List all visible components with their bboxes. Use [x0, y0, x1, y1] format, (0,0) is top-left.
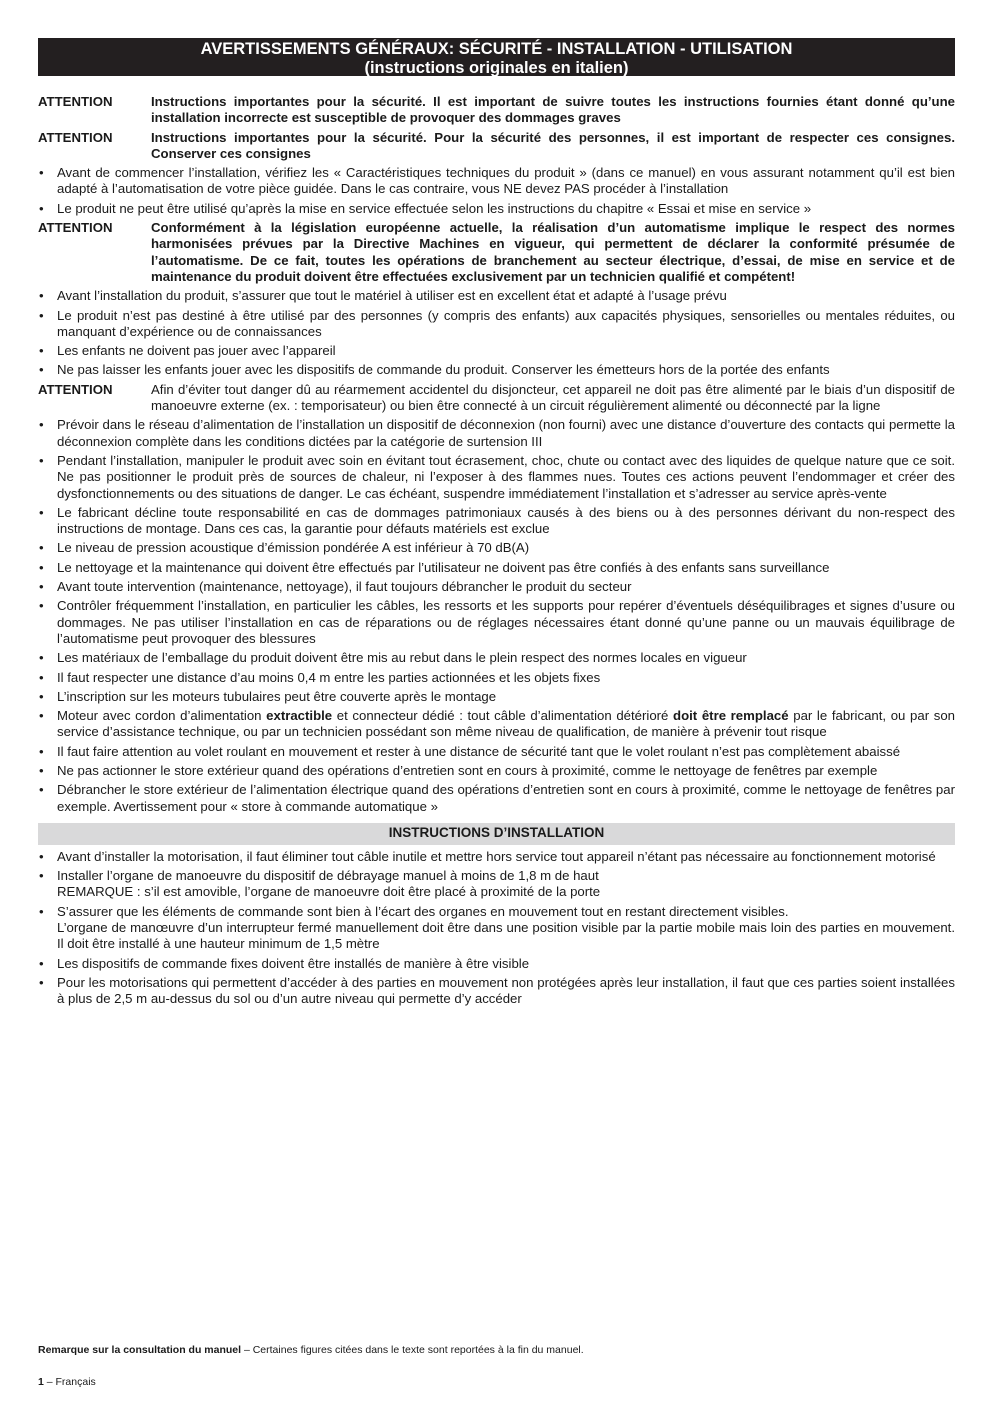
- list-item: [38, 308, 955, 341]
- attention-row: [38, 382, 955, 415]
- list-item-text: [57, 868, 955, 901]
- attention-label: ATTENTION: [38, 381, 113, 397]
- attention-text: Conformément à la législation européenne actuelle, la réalisation d’un automatisme implique le respect des normes harmonisées prévues par la Directive Machines en vigueur, qui permettent de déclarer la conformité présumée de l’automatisme. De ce fait, toutes les opérations de branchement au secteur électrique, d’essai, de mise en service et de maintenance du produit doivent être effectuées exclusivement par un technicien qualifié et compétent!: [151, 220, 955, 284]
- bullet-icon: •: [39, 669, 44, 685]
- attention-text: Afin d’éviter tout danger dû au réarmement accidentel du disjoncteur, cet appareil ne doit pas être alimenté par le biais d’un dispositif de manoeuvre externe (ex. : temporisateur) ou bien être connecté à un circuit régulièrement alimenté ou déconnecté par la ligne: [151, 381, 955, 414]
- footer-note-label: Remarque sur la consultation du manuel: [38, 1344, 242, 1356]
- install-section-title: INSTRUCTIONS D’INSTALLATION: [38, 823, 955, 845]
- list-item: [38, 362, 955, 378]
- list-item-text: Ne pas actionner le store extérieur quand des opérations d’entretien sont en cours à proximité, comme le nettoyage de fenêtres par exemple: [57, 762, 878, 778]
- attention-label: ATTENTION: [38, 94, 113, 109]
- list-item-line: Installer l’organe de manoeuvre du dispositif de débrayage manuel à moins de 1,8 m de haut: [57, 868, 599, 884]
- bullet-icon: •: [39, 417, 44, 433]
- list-item-text: Pendant l’installation, manipuler le produit avec soin en évitant tout écrasement, choc, chute ou contact avec des liquides de quelque nature que ce soit. Ne pas positionner le produit près de sources de chaleur, ni l’exposer à des flammes nues. Toutes ces actions peuvent l’endommager et créer des dysfonctionnements ou des situations de danger. Le cas échéant, suspendre immédiatement l’installation et s’adresser au service après-vente: [57, 452, 955, 501]
- footer-note: [38, 1343, 584, 1357]
- attention-label: ATTENTION: [38, 129, 113, 145]
- list-item: [38, 763, 955, 779]
- header-bar: [38, 38, 955, 76]
- list-item-text: Contrôler fréquemment l’installation, en particulier les câbles, les ressorts et les supports pour repérer d’éventuels déséquilibrages et signes d’usure ou dommages. Ne pas utiliser l’installation en cas de réparations ou de réglages nécessaires étant donné qu’une panne ou un mauvais équilibrage de l’automatisme peut provoquer des blessures: [57, 598, 955, 646]
- bullet-icon: •: [39, 762, 44, 778]
- bullet-icon: •: [39, 868, 44, 884]
- list-item: [38, 540, 955, 556]
- text-run: et connecteur dédié : tout câble d’alimentation détérioré: [332, 708, 674, 724]
- attention-text: Instructions importantes pour la sécurité. Pour la sécurité des personnes, il est important de respecter ces consignes. Conserver ces consignes: [151, 129, 955, 161]
- bullet-icon: •: [39, 362, 44, 378]
- footer-note-text: – Certaines figures citées dans le texte sont reportées à la fin du manuel.: [241, 1344, 584, 1356]
- list-item: [38, 849, 955, 865]
- bullet-icon: •: [39, 650, 44, 666]
- list-item: [38, 288, 955, 304]
- page-number: [38, 1375, 96, 1389]
- list-item: [38, 650, 955, 666]
- attention-row: [38, 94, 955, 127]
- list-item-text: Avant d’installer la motorisation, il faut éliminer tout câble inutile et mettre hors service tout appareil n’étant pas nécessaire au fonctionnement motorisé: [57, 848, 936, 864]
- list-item-text: Il faut faire attention au volet roulant en mouvement et rester à une distance de sécurité tant que le volet roulant n’est pas complètement abaissé: [57, 743, 901, 759]
- list-item: [38, 417, 955, 450]
- list-item-line: L’organe de manœuvre d’un interrupteur fermé manuellement doit être dans une position visible par la partie mobile mais loin des parties en mouvement. Il doit être installé à une hauteur minimum de 1,5 mètre: [57, 920, 955, 952]
- list-item: [38, 868, 955, 901]
- list-item: [38, 670, 955, 686]
- list-item-text: [57, 708, 955, 741]
- list-item: [38, 201, 955, 217]
- list-item-text: Débrancher le store extérieur de l’alimentation électrique quand des opérations d’entretien sont en cours à proximité, comme le nettoyage de fenêtres par exemple. Avertissement pour « store à commande automatique »: [57, 782, 955, 814]
- bullet-icon: •: [39, 743, 44, 759]
- page-subtitle: (instructions originales en italien): [364, 59, 629, 77]
- list-item-line: S’assurer que les éléments de commande sont bien à l’écart des organes en mouvement tout en restant directement visibles.: [57, 903, 789, 919]
- list-item-text: Le produit ne peut être utilisé qu’après la mise en service effectuée selon les instructions du chapitre « Essai et mise en service »: [57, 200, 812, 216]
- list-item-text: Le niveau de pression acoustique d’émission pondérée A est inférieur à 70 dB(A): [57, 540, 530, 556]
- list-item: [38, 708, 955, 741]
- page-number-value: 1: [38, 1376, 44, 1388]
- list-item: [38, 343, 955, 359]
- list-item-text: Avant toute intervention (maintenance, nettoyage), il faut toujours débrancher le produit du secteur: [57, 579, 632, 595]
- page-title: AVERTISSEMENTS GÉNÉRAUX: SÉCURITÉ - INSTALLATION - UTILISATION: [200, 40, 793, 58]
- list-item-text: Le fabricant décline toute responsabilité en cas de dommages patrimoniaux causés à des biens ou à des personnes dérivant du non-respect des instructions de montage. Dans ces cas, la garantie pour défauts matériels est exclue: [57, 504, 955, 537]
- bullet-icon: •: [39, 688, 44, 704]
- list-item: [38, 579, 955, 595]
- safety-section: [38, 94, 955, 1008]
- list-item-text: [57, 904, 955, 953]
- bullet-icon: •: [39, 955, 44, 971]
- bullet-icon: •: [39, 343, 44, 359]
- list-item: [38, 744, 955, 760]
- list-item-text: Le nettoyage et la maintenance qui doivent être effectués par l’utilisateur ne doivent pas être confiés à des enfants sans surveillance: [57, 559, 830, 575]
- list-item-text: Avant de commencer l’installation, vérifiez les « Caractéristiques techniques du produit » (dans ce manuel) en vous assurant notamment qu’il est bien adapté à l’automatisation de votre pièce guidée. Dans le cas contraire, vous NE devez PAS procéder à l’installation: [57, 165, 955, 197]
- list-item-text: Avant l’installation du produit, s’assurer que tout le matériel à utiliser est en excellent état et adapté à l’usage prévu: [57, 288, 727, 304]
- bullet-icon: •: [39, 452, 44, 468]
- list-item-text: Il faut respecter une distance d’au moins 0,4 m entre les parties actionnées et les objets fixes: [57, 669, 601, 685]
- bullet-icon: •: [39, 200, 44, 216]
- bullet-icon: •: [39, 165, 44, 181]
- bullet-icon: •: [39, 848, 44, 864]
- list-item-text: Pour les motorisations qui permettent d’accéder à des parties en mouvement non protégées après leur installation, il faut que ces parties soient installées à plus de 2,5 m au-dessus du sol ou d’un autre niveau qui permette d’y accéder: [57, 974, 955, 1007]
- bullet-icon: •: [39, 782, 44, 798]
- attention-row: [38, 220, 955, 285]
- list-item: [38, 956, 955, 972]
- text-run: Moteur avec cordon d’alimentation: [57, 708, 267, 724]
- bullet-icon: •: [39, 559, 44, 575]
- list-item: [38, 165, 955, 198]
- list-item-text: Prévoir dans le réseau d’alimentation de l’installation un dispositif de déconnexion (non fourni) avec une distance d’ouverture des contacts qui permette la déconnexion complète dans les conditions dictées par la catégorie de surtension III: [57, 417, 955, 449]
- list-item: [38, 505, 955, 538]
- remark-line: REMARQUE : s’il est amovible, l’organe de manoeuvre doit être placé à proximité de la porte: [57, 884, 601, 900]
- text-run: par le fabricant, ou par son service d’assistance technique, ou par un technicien possédant son même niveau de qualification, de manière à prévenir tout risque: [57, 708, 955, 740]
- list-item-text: Ne pas laisser les enfants jouer avec les dispositifs de commande du produit. Conserver les émetteurs hors de la portée des enfants: [57, 362, 830, 378]
- page-language: – Français: [43, 1376, 96, 1388]
- bullet-icon: •: [39, 540, 44, 556]
- attention-label: ATTENTION: [38, 220, 113, 236]
- list-item: [38, 975, 955, 1008]
- list-item: [38, 904, 955, 953]
- list-item-text: Les enfants ne doivent pas jouer avec l’appareil: [57, 343, 336, 359]
- bullet-icon: •: [39, 307, 44, 323]
- bullet-icon: •: [39, 903, 44, 919]
- emphasis-text: doit être remplacé: [673, 708, 789, 724]
- bullet-icon: •: [39, 598, 44, 614]
- bullet-icon: •: [39, 974, 44, 990]
- list-item-text: Les dispositifs de commande fixes doivent être installés de manière à être visible: [57, 955, 530, 971]
- bullet-icon: •: [39, 708, 44, 724]
- attention-row: [38, 130, 955, 163]
- emphasis-text: extractible: [266, 708, 333, 724]
- bullet-icon: •: [39, 288, 44, 304]
- bullet-icon: •: [39, 504, 44, 520]
- list-item: [38, 598, 955, 647]
- list-item: [38, 782, 955, 815]
- list-item: [38, 453, 955, 502]
- list-item-text: Le produit n’est pas destiné à être utilisé par des personnes (y compris des enfants) aux capacités physiques, sensorielles ou mentales réduites, ou manquant d’expérience ou de connaissances: [57, 307, 955, 339]
- list-item: [38, 689, 955, 705]
- list-item-text: Les matériaux de l’emballage du produit doivent être mis au rebut dans le plein respect des normes locales en vigueur: [57, 650, 747, 666]
- bullet-icon: •: [39, 579, 44, 595]
- list-item: [38, 560, 955, 576]
- list-item-text: L’inscription sur les moteurs tubulaires peut être couverte après le montage: [57, 688, 497, 704]
- attention-text: Instructions importantes pour la sécurité. Il est important de suivre toutes les instructions fournies étant donné qu’une installation incorrecte est susceptible de provoquer des dommages graves: [151, 94, 955, 126]
- page: [38, 38, 955, 1011]
